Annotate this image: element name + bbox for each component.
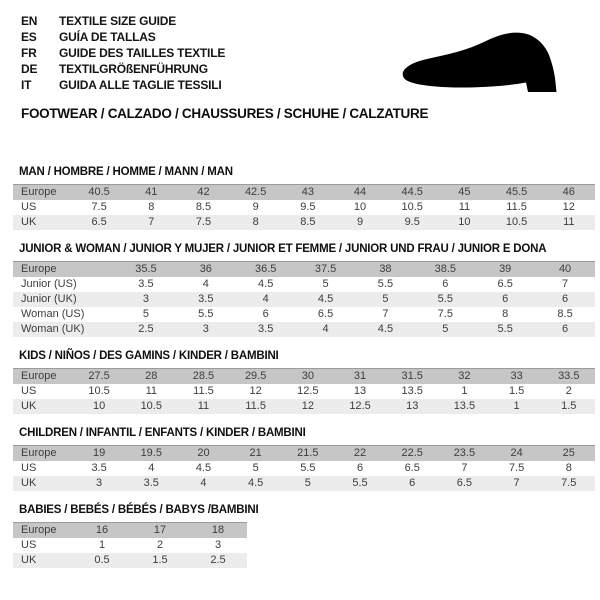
- size-cell: 43: [282, 185, 334, 201]
- size-cell: 7: [382, 308, 389, 320]
- row-label: Europe: [13, 523, 73, 539]
- table-row: [13, 476, 595, 491]
- row-label: Europe: [13, 262, 116, 278]
- size-cell: 1.5: [508, 385, 525, 397]
- row-label: US: [21, 201, 37, 213]
- row-label: Woman (US): [21, 308, 85, 320]
- table-header-row: [13, 523, 247, 539]
- size-section: [13, 504, 587, 568]
- table-row: [13, 215, 595, 230]
- size-cell: 21: [230, 446, 282, 462]
- size-cell: 11: [145, 385, 157, 397]
- size-cell: 5: [252, 462, 259, 474]
- size-cell: 13: [353, 385, 367, 397]
- size-cell: 3.5: [143, 477, 159, 489]
- size-cell: 4: [202, 278, 209, 290]
- table-row: [13, 553, 247, 568]
- size-table: [13, 522, 247, 568]
- size-section: [13, 243, 587, 337]
- table-row: [13, 399, 595, 414]
- size-cell: 6: [502, 293, 509, 305]
- size-cell: 13.5: [453, 400, 476, 412]
- size-cell: 10.5: [88, 385, 110, 397]
- size-cell: 6: [409, 477, 416, 489]
- row-label: US: [21, 539, 37, 551]
- row-label: Europe: [13, 185, 73, 201]
- size-cell: 8: [565, 462, 572, 474]
- size-table: [13, 261, 595, 337]
- table-header-row: [13, 369, 595, 385]
- size-cell: 2.5: [138, 323, 154, 335]
- language-title: TEXTILE SIZE GUIDE: [59, 14, 177, 28]
- language-title: GUÍA DE TALLAS: [59, 30, 156, 44]
- size-tables: [0, 166, 600, 568]
- size-cell: 3: [96, 477, 103, 489]
- size-cell: 3: [142, 293, 149, 305]
- size-cell: 0.5: [94, 554, 110, 566]
- table-row: [13, 292, 595, 307]
- table-row: [13, 384, 595, 399]
- language-code: FR: [21, 46, 37, 60]
- size-cell: 7.5: [508, 462, 525, 474]
- size-cell: 8.5: [557, 308, 573, 320]
- size-cell: 35.5: [116, 262, 176, 278]
- size-cell: 1.5: [561, 400, 577, 412]
- size-cell: 4.5: [258, 278, 274, 290]
- size-cell: 3.5: [258, 323, 274, 335]
- size-cell: 20: [177, 446, 229, 462]
- size-cell: 3: [202, 323, 209, 335]
- size-cell: 4: [262, 293, 269, 305]
- size-cell: 10.5: [140, 400, 162, 412]
- size-cell: 42: [177, 185, 229, 201]
- row-label: Europe: [13, 446, 73, 462]
- row-label: UK: [21, 216, 37, 228]
- size-cell: 21.5: [282, 446, 334, 462]
- row-label: Woman (UK): [21, 323, 85, 335]
- size-cell: 6.5: [497, 278, 513, 290]
- size-cell: 5.5: [497, 323, 513, 335]
- category-line: FOOTWEAR / CALZADO / CHAUSSURES / SCHUHE / CALZATURE: [21, 106, 429, 121]
- language-code: EN: [21, 14, 38, 28]
- size-cell: 12.5: [297, 385, 319, 397]
- size-cell: 5.5: [377, 278, 394, 290]
- table-row: [13, 461, 595, 476]
- size-cell: 12: [562, 201, 575, 213]
- size-cell: 6.5: [404, 462, 420, 474]
- size-cell: 11.5: [506, 201, 527, 213]
- size-cell: 5: [304, 477, 311, 489]
- language-title: GUIDE DES TAILLES TEXTILE: [59, 46, 226, 60]
- language-row-en: [21, 13, 600, 29]
- size-cell: 4.5: [248, 477, 264, 489]
- size-cell: 5.5: [198, 308, 214, 320]
- size-cell: 9.5: [404, 216, 420, 228]
- size-cell: 11.5: [245, 400, 266, 412]
- size-table: [13, 445, 595, 491]
- size-cell: 10.5: [401, 201, 423, 213]
- language-code: ES: [21, 30, 37, 44]
- size-cell: 3.5: [91, 462, 107, 474]
- table-row: [13, 538, 247, 553]
- size-table: [13, 368, 595, 414]
- size-cell: 7: [148, 216, 155, 228]
- size-table: [13, 184, 595, 230]
- row-label: Junior (US): [21, 278, 77, 290]
- size-cell: 4: [322, 323, 329, 335]
- size-cell: 13: [406, 400, 419, 412]
- size-cell: 39: [475, 262, 535, 278]
- size-cell: 19.5: [125, 446, 177, 462]
- size-section: [13, 427, 587, 491]
- size-cell: 45.5: [491, 185, 543, 201]
- size-cell: 38.5: [415, 262, 475, 278]
- row-label: Europe: [13, 369, 73, 385]
- size-cell: 11.5: [193, 385, 214, 397]
- size-cell: 23.5: [438, 446, 490, 462]
- size-cell: 27.5: [73, 369, 125, 385]
- size-cell: 8.5: [195, 201, 212, 213]
- size-cell: 16: [73, 523, 131, 539]
- size-cell: 24: [491, 446, 543, 462]
- size-cell: 7: [461, 462, 468, 474]
- size-cell: 4: [200, 477, 207, 489]
- size-cell: 31.5: [386, 369, 438, 385]
- size-cell: 12: [301, 400, 314, 412]
- size-cell: 40: [535, 262, 595, 278]
- size-cell: 1: [461, 385, 468, 397]
- size-cell: 44: [334, 185, 386, 201]
- section-title: CHILDREN / INFANTIL / ENFANTS / KINDER / BAMBINI: [19, 427, 306, 439]
- size-cell: 36.5: [236, 262, 296, 278]
- size-cell: 5.5: [437, 293, 453, 305]
- size-cell: 30: [282, 369, 334, 385]
- size-cell: 31: [334, 369, 386, 385]
- table-row: [13, 200, 595, 215]
- size-cell: 6: [442, 278, 449, 290]
- row-label: UK: [21, 554, 37, 566]
- size-cell: 6: [562, 323, 569, 335]
- size-cell: 7: [513, 477, 520, 489]
- row-label: Junior (UK): [21, 293, 77, 305]
- size-cell: 7.5: [91, 201, 107, 213]
- row-label: US: [21, 462, 37, 474]
- size-cell: 36: [176, 262, 236, 278]
- size-cell: 6.5: [317, 308, 334, 320]
- row-label: US: [21, 385, 37, 397]
- size-cell: 5: [382, 293, 389, 305]
- size-cell: 5: [142, 308, 149, 320]
- size-cell: 9: [356, 216, 364, 228]
- size-cell: 10: [92, 400, 106, 412]
- size-cell: 46: [543, 185, 595, 201]
- table-header-row: [13, 262, 595, 278]
- language-code: IT: [21, 78, 32, 92]
- size-cell: 3.5: [138, 278, 154, 290]
- table-row: [13, 322, 595, 337]
- section-title: BABIES / BEBÉS / BÉBÉS / BABYS /BAMBINI: [19, 504, 259, 516]
- size-cell: 33: [491, 369, 543, 385]
- size-cell: 33.5: [543, 369, 595, 385]
- size-cell: 5: [322, 278, 329, 290]
- size-cell: 25: [543, 446, 595, 462]
- size-cell: 7.5: [561, 477, 577, 489]
- size-cell: 10: [353, 201, 367, 213]
- size-cell: 10: [458, 216, 471, 228]
- size-cell: 4.5: [317, 293, 334, 305]
- size-cell: 1: [513, 400, 520, 412]
- language-title: GUIDA ALLE TAGLIE TESSILI: [59, 78, 222, 92]
- size-cell: 11: [458, 201, 471, 213]
- size-cell: 41: [125, 185, 177, 201]
- size-cell: 11: [197, 400, 210, 412]
- size-cell: 8.5: [300, 216, 316, 228]
- size-cell: 19: [73, 446, 125, 462]
- size-section: [13, 166, 587, 230]
- size-cell: 8: [148, 201, 155, 213]
- size-cell: 5: [442, 323, 449, 335]
- size-cell: 7: [562, 278, 569, 290]
- size-cell: 18: [189, 523, 247, 539]
- size-cell: 38: [356, 262, 416, 278]
- table-header-row: [13, 185, 595, 201]
- size-cell: 6.5: [456, 477, 473, 489]
- size-cell: 17: [131, 523, 189, 539]
- size-cell: 29.5: [230, 369, 282, 385]
- size-cell: 6: [562, 293, 569, 305]
- section-title: KIDS / NIÑOS / DES GAMINS / KINDER / BAMBINI: [19, 350, 279, 362]
- size-cell: 13.5: [401, 385, 423, 397]
- table-row: [13, 307, 595, 322]
- size-cell: 10.5: [505, 216, 528, 228]
- size-cell: 2: [565, 385, 572, 397]
- size-cell: 12: [249, 385, 262, 397]
- size-cell: 3: [214, 539, 222, 551]
- size-cell: 40.5: [73, 185, 125, 201]
- size-cell: 8: [252, 216, 259, 228]
- size-cell: 8: [502, 308, 509, 320]
- size-cell: 9: [252, 201, 259, 213]
- size-cell: 22.5: [386, 446, 438, 462]
- language-title: TEXTILGRÖßENFÜHRUNG: [59, 62, 208, 76]
- table-row: [13, 277, 595, 292]
- size-section: [13, 350, 587, 414]
- size-cell: 7.5: [195, 216, 212, 228]
- size-cell: 42.5: [230, 185, 282, 201]
- size-cell: 6: [356, 462, 364, 474]
- size-cell: 7.5: [437, 308, 453, 320]
- table-header-row: [13, 446, 595, 462]
- size-cell: 32: [438, 369, 490, 385]
- size-cell: 1.5: [152, 554, 168, 566]
- size-cell: 9.5: [300, 201, 316, 213]
- language-code: DE: [21, 62, 38, 76]
- size-cell: 12.5: [349, 400, 371, 412]
- section-title: MAN / HOMBRE / HOMME / MANN / MAN: [19, 166, 233, 178]
- size-cell: 28.5: [177, 369, 229, 385]
- size-cell: 44.5: [386, 185, 438, 201]
- size-cell: 1: [98, 539, 106, 551]
- size-cell: 6.5: [91, 216, 107, 228]
- size-cell: 6: [262, 308, 269, 320]
- section-title: JUNIOR & WOMAN / JUNIOR Y MUJER / JUNIOR ET FEMME / JUNIOR UND FRAU / JUNIOR E DONA: [19, 243, 547, 255]
- size-cell: 5.5: [352, 477, 368, 489]
- row-label: UK: [21, 477, 37, 489]
- size-cell: 28: [125, 369, 177, 385]
- size-cell: 3.5: [198, 293, 214, 305]
- size-cell: 4: [148, 462, 155, 474]
- size-cell: 2.5: [210, 554, 226, 566]
- row-label: UK: [21, 400, 37, 412]
- size-cell: 4.5: [377, 323, 394, 335]
- size-cell: 37.5: [296, 262, 356, 278]
- size-cell: 11: [563, 216, 575, 228]
- size-cell: 22: [334, 446, 386, 462]
- size-cell: 5.5: [300, 462, 316, 474]
- size-cell: 2: [156, 539, 164, 551]
- size-cell: 4.5: [195, 462, 212, 474]
- dress-shoe-icon: [398, 30, 578, 96]
- size-cell: 45: [438, 185, 490, 201]
